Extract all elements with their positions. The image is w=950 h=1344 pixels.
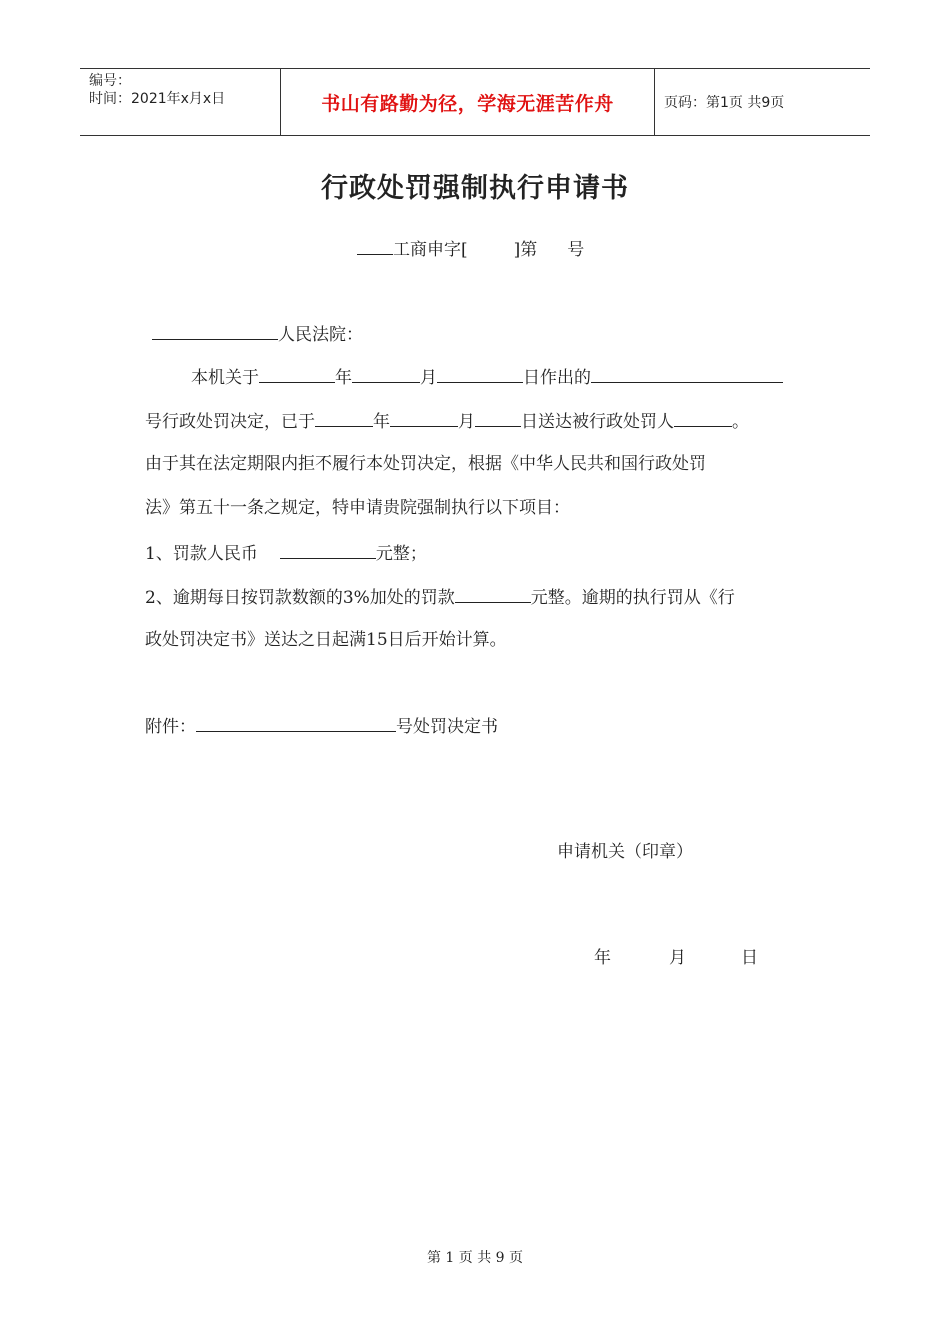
ref-close: ]第 — [513, 240, 538, 260]
blank-field — [152, 321, 278, 340]
reference-line — [357, 236, 584, 262]
blank-field — [357, 236, 393, 255]
attachment-line — [145, 713, 498, 739]
item-2 — [145, 584, 735, 610]
text-run: 1、罚款人民币 — [145, 544, 258, 564]
court-suffix: 人民法院： — [278, 325, 363, 345]
document-header — [80, 68, 870, 136]
ref-end: 号 — [567, 240, 585, 260]
header-meta-cell — [80, 69, 281, 135]
header-motto: 书山有路勤为径，学海无涯苦作舟 — [281, 69, 655, 135]
document-title: 行政处罚强制执行申请书 — [321, 173, 629, 204]
item-2-continued: 政处罚决定书》送达之日起满15日后开始计算。 — [145, 630, 507, 650]
paragraph-line-4: 法》第五十一条之规定，特申请贵院强制执行以下项目： — [145, 498, 570, 518]
date-line — [594, 946, 758, 970]
blank-field — [280, 540, 376, 559]
blank-field — [437, 364, 523, 383]
text-run: 。 — [732, 412, 749, 432]
text-run: 月 — [669, 948, 686, 968]
text-run: 元整。逾期的执行罚从《行 — [530, 588, 735, 608]
ref-main: 工商申字[ — [393, 240, 468, 260]
number-label: 编号： — [89, 73, 131, 89]
text-run: 年 — [373, 412, 390, 432]
text-run: 月 — [420, 368, 437, 388]
paragraph-line-3: 由于其在法定期限内拒不履行本处罚决定，根据《中华人民共和国行政处罚 — [145, 454, 706, 474]
text-run: 号行政处罚决定，已于 — [145, 412, 315, 432]
text-run: 月 — [458, 412, 475, 432]
blank-field — [475, 408, 521, 427]
text-run: 日 — [741, 948, 758, 968]
blank-field — [591, 364, 783, 383]
blank-field — [315, 408, 373, 427]
text-run: 号处罚决定书 — [396, 717, 498, 737]
applicant-seal: 申请机关（印章） — [557, 842, 693, 862]
paragraph-line-2 — [145, 408, 749, 434]
item-1 — [145, 540, 427, 566]
page-footer: 第 1 页 共 9 页 — [426, 1250, 524, 1266]
text-run: 2、逾期每日按罚款数额的3%加处的罚款 — [145, 588, 455, 608]
court-line — [152, 321, 363, 347]
header-page-info: 页码：第1页 共9页 — [664, 95, 785, 111]
blank-field — [259, 364, 335, 383]
blank-field — [455, 584, 531, 603]
blank-field — [390, 408, 458, 427]
blank-field — [352, 364, 420, 383]
time-label: 时间：2021年x月x日 — [89, 91, 226, 107]
text-run: 年 — [594, 948, 611, 968]
blank-field — [674, 408, 732, 427]
text-run: 日作出的 — [523, 368, 591, 388]
paragraph-line-1 — [191, 364, 783, 390]
text-run: 元整； — [375, 544, 427, 564]
text-run: 本机关于 — [191, 368, 259, 388]
text-run: 附件： — [145, 717, 196, 737]
text-run: 年 — [335, 368, 352, 388]
text-run: 日送达被行政处罚人 — [521, 412, 674, 432]
blank-field — [196, 713, 396, 732]
